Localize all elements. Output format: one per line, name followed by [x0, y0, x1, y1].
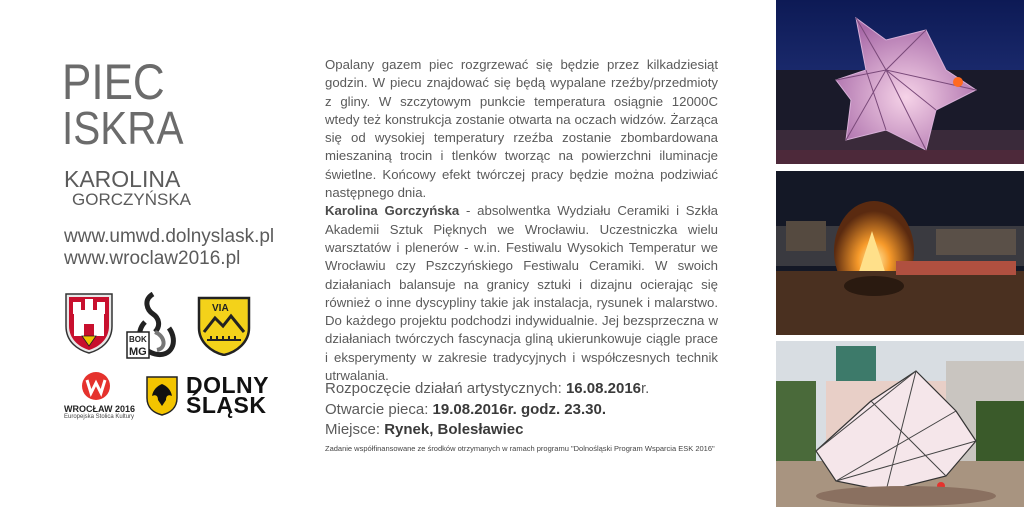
dolny-slask-wordmark — [186, 372, 269, 418]
place-label: Miejsce: — [325, 421, 385, 438]
dolny-slask-eagle-logo — [146, 376, 178, 421]
bio-text: - absolwentka Wydziału Ceramiki i Szkła Akademii Sztuk Pięknych we Wrocławiu. Uczestniczka wielu warsztatów i plenerów - w.in. Festiwalu Wysokich Temperatur we Wrocławiu czy Pszczyńskiego Festiwalu Ceramiki. W swoich działaniach balansuje na granicy sztuki i dizajnu ocierając się również o inne dyscypliny takie jak instalacja, rysunek i malarstwo. Do każdego projektu podchodzi indywidualnie. Jej bezsprzeczna w działaniach twórczych fascynacja gliną ukierunkowuje ciągle prace i eksperymenty w zakresie tradycyjnych i współczesnych technik utrwalania. — [325, 203, 718, 384]
start-date-value: 16.08.2016 — [565, 380, 642, 397]
photo-kiln-night-1 — [776, 0, 1024, 164]
svg-text:BOK: BOK — [129, 335, 147, 344]
title-line-1: PIEC — [62, 54, 165, 110]
link-wroclaw2016[interactable]: www.wroclaw2016.pl — [64, 248, 241, 269]
dolny-slask-line-1: DOLNY — [186, 372, 269, 398]
photo-kiln-day — [776, 341, 1024, 507]
dolny-slask-line-2: ŚLĄSK — [186, 392, 267, 418]
opening-line — [325, 400, 725, 421]
bok-mg-logo — [125, 292, 183, 369]
photo-kiln-fire — [776, 171, 1024, 335]
wroclaw-2016-label: WROCŁAW 2016 — [64, 404, 136, 414]
description-paragraph-1: Opalany gazem piec rozgrzewać się będzie przez kilkadziesiąt godzin. W piecu znajdować się będą wypalane rzeźby/przedmioty z gliny. W szczytowym punkcie temperatura osiągnie 12000C wtedy też konstrukcja zostanie otwarta na oczach widzów. Żarząca się od wysokiej temperatury rzeźba zostanie zbombardowana mieszaniną trocin i tlenków tworząc na powierzchni iluminacje świetlne. Końcowy efekt twórczej pracy będzie można podziwiać następnego dnia. — [325, 57, 718, 201]
wroclaw-2016-subtitle: Europejska Stolica Kultury — [64, 414, 135, 420]
title-line-2: ISKRA — [62, 102, 184, 154]
bio-name: Karolina Gorczyńska — [325, 203, 460, 219]
artist-last-name: GORCZYŃSKA — [72, 190, 192, 209]
via-sudetica-logo — [197, 296, 251, 361]
start-date-label: Rozpoczęcie działań artystycznych: — [325, 380, 566, 397]
place-line — [325, 420, 725, 441]
artist-first-name: KAROLINA — [64, 166, 181, 192]
start-date-suffix: r. — [641, 380, 650, 397]
place-value: Rynek, Bolesławiec — [384, 421, 524, 438]
link-umwd[interactable]: www.umwd.dolnyslask.pl — [64, 226, 275, 247]
funding-footnote: Zadanie współfinansowane ze środków otrzymanych w ramach programu "Dolnośląski Program Wsparcia ESK 2016" — [325, 444, 715, 453]
wroclaw-2016-logo — [64, 370, 146, 420]
bio-paragraph — [325, 202, 718, 385]
svg-text:VIA: VIA — [212, 303, 229, 314]
start-date-line — [325, 379, 725, 400]
opening-label: Otwarcie pieca: — [325, 400, 433, 418]
boleslawiec-coat-of-arms-logo — [64, 292, 114, 359]
event-dates — [325, 379, 725, 441]
description-text — [325, 56, 718, 385]
opening-value: 19.08.2016r. godz. 23.30. — [432, 400, 606, 418]
svg-text:MG: MG — [129, 346, 147, 358]
